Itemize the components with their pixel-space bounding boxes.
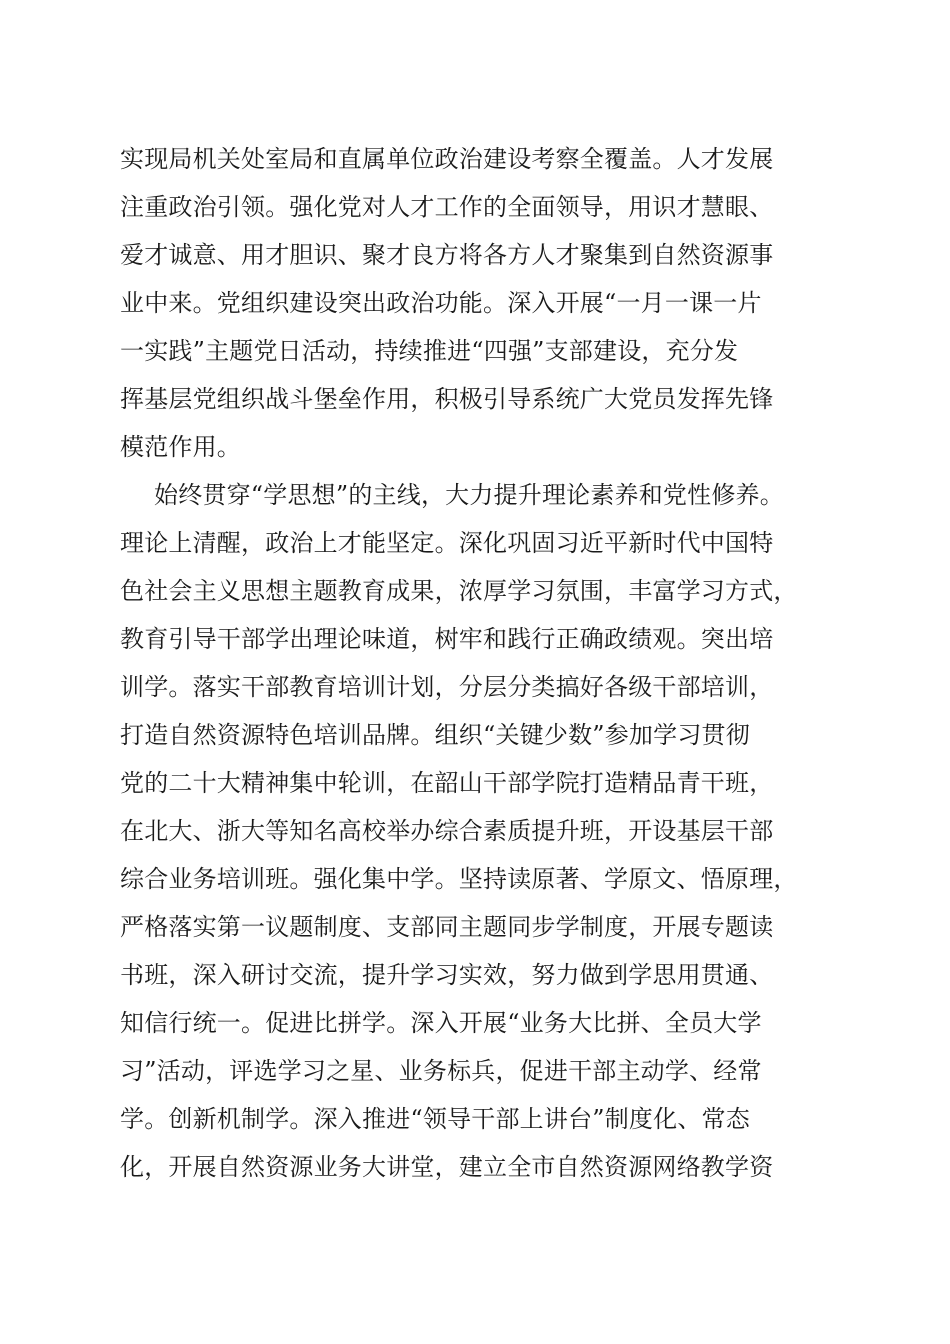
paragraph2-line: 化，开展自然资源业务大讲堂，建立全市自然资源网络教学资 [120,1153,774,1181]
paragraph2-line: 综合业务培训班。强化集中学。坚持读原著、学原文、悟原理， [120,865,798,893]
paragraph2-line: 习”活动，评选学习之星、业务标兵，促进干部主动学、经常 [120,1057,762,1085]
paragraph2-first-line: 始终贯穿“学思想”的主线，大力提升理论素养和党性修养。 [154,481,784,509]
paragraph2-line: 教育引导干部学出理论味道，树牢和践行正确政绩观。突出培 [120,625,774,653]
paragraph2-line: 打造自然资源特色培训品牌。组织“关键少数”参加学习贯彻 [120,721,750,749]
paragraph1-line: 注重政治引领。强化党对人才工作的全面领导，用识才慧眼、 [120,193,774,221]
paragraph1-line: 实现局机关处室局和直属单位政治建设考察全覆盖。人才发展 [120,145,774,173]
paragraph2-line: 党的二十大精神集中轮训，在韶山干部学院打造精品青干班， [120,769,774,797]
paragraph1-line: 挥基层党组织战斗堡垒作用，积极引导系统广大党员发挥先锋 [120,385,774,413]
paragraph1-line: 业中来。党组织建设突出政治功能。深入开展“一月一课一片 [120,289,762,317]
paragraph2-line: 训学。落实干部教育培训计划，分层分类搞好各级干部培训， [120,673,774,701]
paragraph2-line: 严格落实第一议题制度、支部同主题同步学制度，开展专题读 [120,913,774,941]
paragraph2-line: 知信行统一。促进比拼学。深入开展“业务大比拼、全员大学 [120,1009,762,1037]
paragraph1-line: 模范作用。 [120,433,241,461]
paragraph2-line: 书班，深入研讨交流，提升学习实效，努力做到学思用贯通、 [120,961,774,989]
paragraph2-line: 在北大、浙大等知名高校举办综合素质提升班，开设基层干部 [120,817,774,845]
paragraph1-line: 一实践”主题党日活动，持续推进“四强”支部建设，充分发 [120,337,739,365]
paragraph1-line: 爱才诚意、用才胆识、聚才良方将各方人才聚集到自然资源事 [120,241,774,269]
paragraph2-line: 学。创新机制学。深入推进“领导干部上讲台”制度化、常态 [120,1105,750,1133]
paragraph2-line: 理论上清醒，政治上才能坚定。深化巩固习近平新时代中国特 [120,529,774,557]
document-body [120,135,850,1191]
paragraph2-line: 色社会主义思想主题教育成果，浓厚学习氛围，丰富学习方式， [120,577,798,605]
